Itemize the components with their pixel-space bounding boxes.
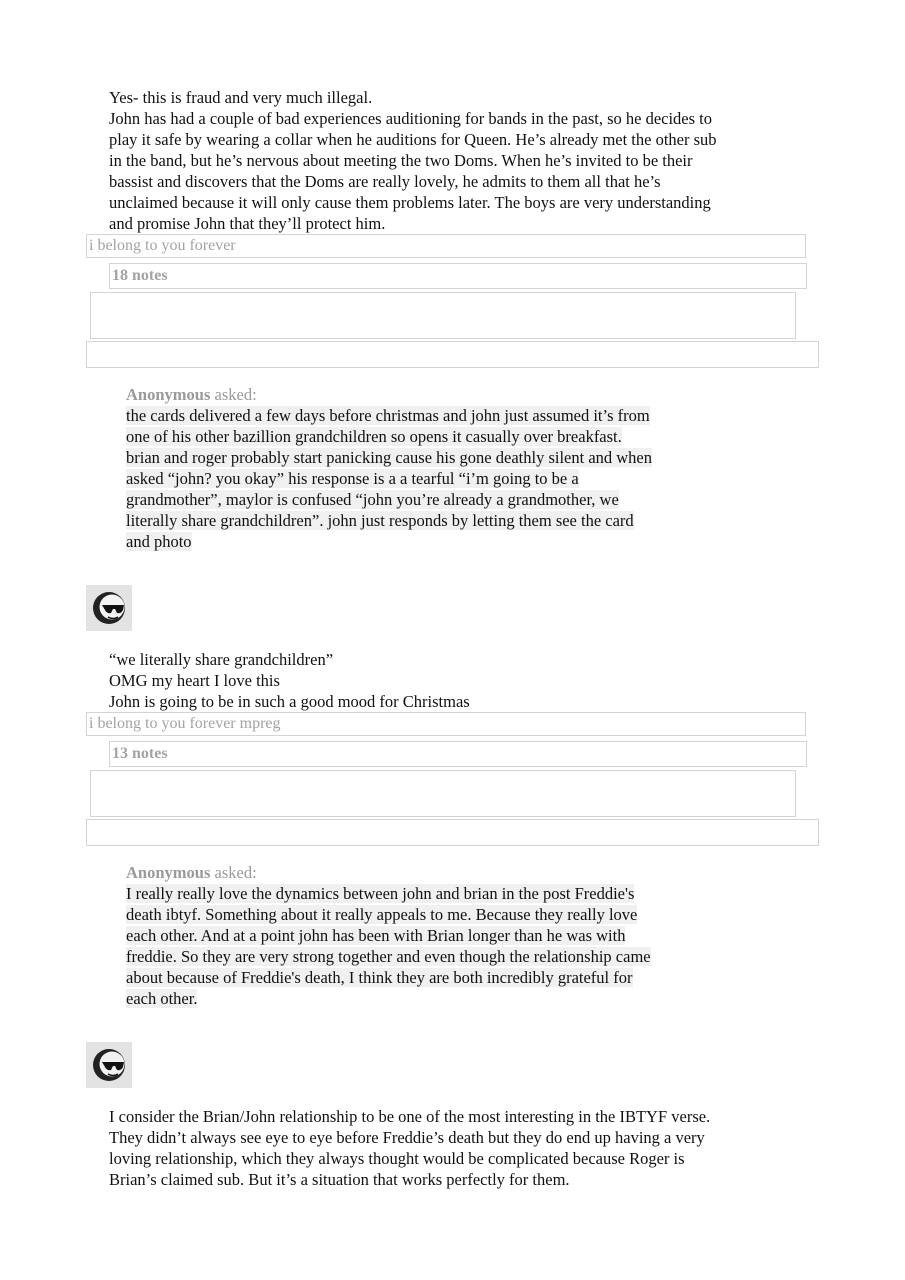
- ask-line: about because of Freddie's death, I think they are both incredibly grateful for: [126, 968, 633, 987]
- ask-line: asked “john? you okay” his response is a a tearful “i’m going to be a: [126, 469, 579, 488]
- post-line: John is going to be in such a good mood for Christmas: [109, 692, 470, 711]
- post-notes-2[interactable]: 13 notes: [109, 741, 807, 767]
- ask-block-1: [126, 384, 726, 552]
- post-footer-box: [90, 770, 796, 817]
- post-tags-2[interactable]: i belong to you forever mpreg: [86, 712, 806, 736]
- ask-line: I really really love the dynamics between john and brian in the post Freddie's: [126, 884, 635, 903]
- post-line: John has had a couple of bad experiences auditioning for bands in the past, so he decides to: [109, 109, 712, 128]
- post-line: unclaimed because it will only cause them problems later. The boys are very understanding: [109, 193, 711, 212]
- post-line: in the band, but he’s nervous about meeting the two Doms. When he’s invited to be their: [109, 151, 693, 170]
- post-line: They didn’t always see eye to eye before Freddie’s death but they do end up having a very: [109, 1128, 705, 1147]
- ask-line: each other. And at a point john has been with Brian longer than he was with: [126, 926, 626, 945]
- ask-line: the cards delivered a few days before christmas and john just assumed it’s from: [126, 406, 650, 425]
- sunglasses-face-icon: [86, 585, 132, 631]
- ask-line: literally share grandchildren”. john just responds by letting them see the card: [126, 511, 634, 530]
- ask-line: one of his other bazillion grandchildren so opens it casually over breakfast.: [126, 427, 622, 446]
- post-line: play it safe by wearing a collar when he auditions for Queen. He’s already met the other sub: [109, 130, 717, 149]
- post-line: OMG my heart I love this: [109, 671, 280, 690]
- post-line: “we literally share grandchildren”: [109, 650, 334, 669]
- post-separator-box: [86, 819, 819, 846]
- ask-line: brian and roger probably start panicking cause his gone deathly silent and when: [126, 448, 653, 467]
- post-body-3: [109, 1106, 799, 1190]
- asked-label: asked:: [210, 385, 257, 404]
- ask-block-2: [126, 862, 726, 1009]
- asker-name[interactable]: Anonymous: [126, 385, 211, 404]
- ask-line: freddie. So they are very strong together and even though the relationship came: [126, 947, 651, 966]
- ask-line: each other.: [126, 989, 198, 1008]
- post-line: loving relationship, which they always thought would be complicated because Roger is: [109, 1149, 685, 1168]
- asked-label: asked:: [210, 863, 257, 882]
- ask-header: [126, 384, 726, 405]
- post-line: and promise John that they’ll protect him.: [109, 214, 386, 233]
- post-footer-box: [90, 292, 796, 339]
- asker-name[interactable]: Anonymous: [126, 863, 211, 882]
- post-body-1: [109, 87, 799, 234]
- post-line: Brian’s claimed sub. But it’s a situation that works perfectly for them.: [109, 1170, 570, 1189]
- post-line: bassist and discovers that the Doms are really lovely, he admits to them all that he’s: [109, 172, 661, 191]
- post-notes-1[interactable]: 18 notes: [109, 263, 807, 289]
- avatar[interactable]: [86, 1042, 132, 1088]
- post-line: I consider the Brian/John relationship to be one of the most interesting in the IBTYF verse.: [109, 1107, 711, 1126]
- ask-line: death ibtyf. Something about it really appeals to me. Because they really love: [126, 905, 638, 924]
- ask-line: and photo: [126, 532, 192, 551]
- ask-header: [126, 862, 726, 883]
- post-line: Yes- this is fraud and very much illegal.: [109, 88, 373, 107]
- avatar[interactable]: [86, 585, 132, 631]
- post-body-2: [109, 649, 799, 712]
- post-tags-1[interactable]: i belong to you forever: [86, 234, 806, 258]
- sunglasses-face-icon: [86, 1042, 132, 1088]
- ask-line: grandmother”, maylor is confused “john you’re already a grandmother, we: [126, 490, 619, 509]
- post-separator-box: [86, 341, 819, 368]
